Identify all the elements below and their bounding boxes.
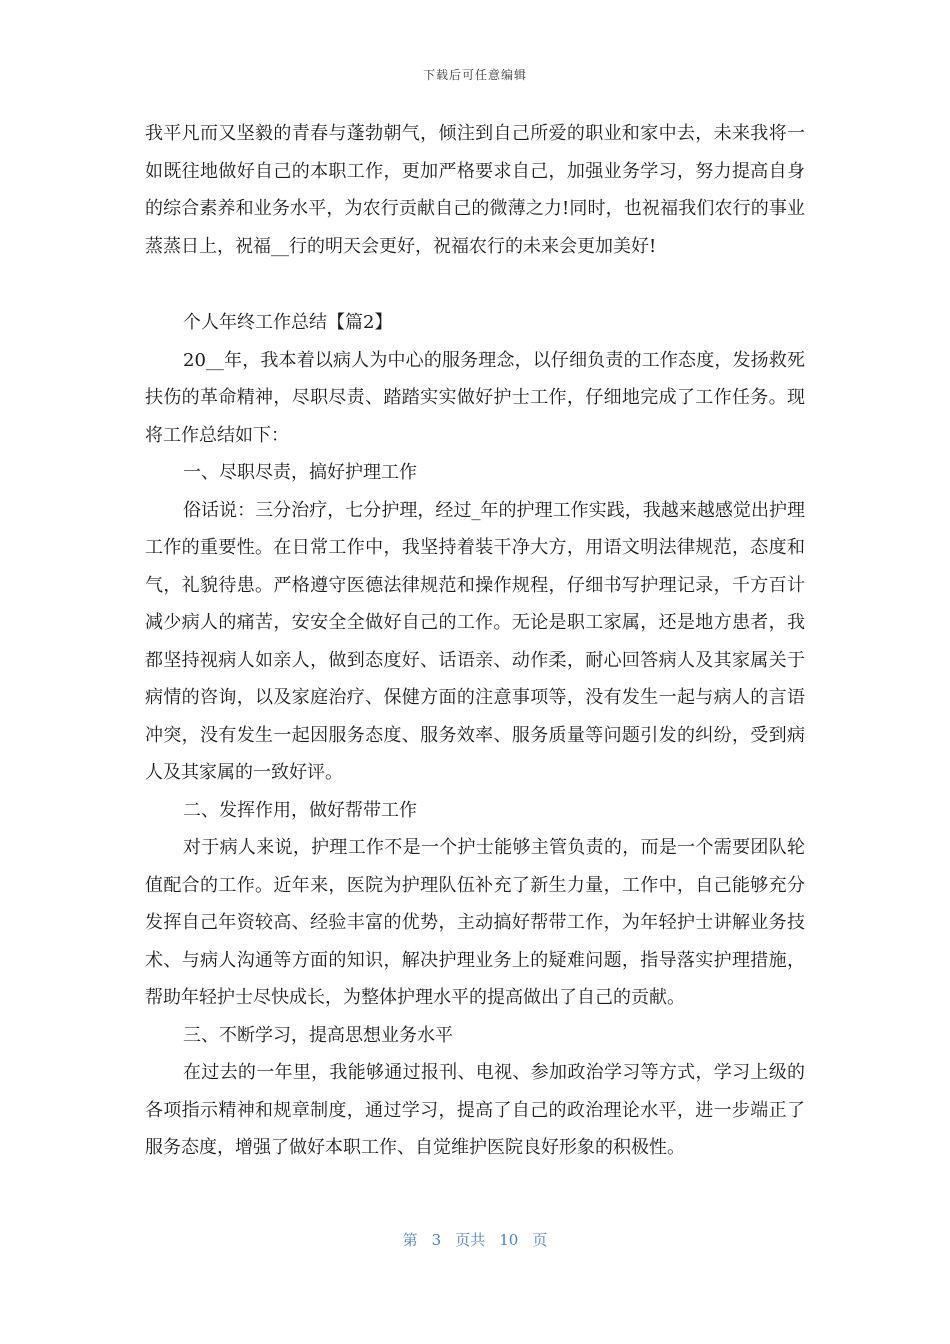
current-page-number: 3 [431, 1231, 442, 1249]
document-body [145, 115, 805, 1167]
heading-three: 三、不断学习，提高思想业务水平 [183, 1024, 453, 1046]
paragraph-nursing: 俗话说：三分治疗，七分护理，经过_年的护理工作实践，我越来越感觉出护理工作的重要性。在日常工作中，我坚持着装干净大方，用语文明法律规范，态度和气，礼貌待患。严格遵守医德法律规范和操作规程，仔细书写护理记录，千方百计减少病人的痛苦，安安全全做好自己的工作。无论是职工家属，还是地方患者，我都坚持视病人如亲人，做到态度好、话语亲、动作柔，耐心回答病人及其家属关于病情的咨询，以及家庭治疗、保健方面的注意事项等，没有发生一起与病人的言语冲突，没有发生一起因服务态度、服务效率、服务质量等问题引发的纠纷，受到病人及其家属的一致好评。 [145, 499, 805, 783]
paragraph-closing: 我平凡而又坚毅的青春与蓬勃朝气，倾注到自己所爱的职业和家中去，未来我将一如既往地做好自己的本职工作，更加严格要求自己，加强业务学习，努力提高自身的综合素养和业务水平，为农行贡献自己的微薄之力!同时，也祝福我们农行的事业蒸蒸日上，祝福__行的明天会更好，祝福农行的未来会更加美好! [145, 123, 805, 257]
heading-two: 二、发挥作用，做好帮带工作 [183, 799, 417, 821]
page-header-note: 下载后可任意编辑 [422, 68, 527, 82]
paragraph-learning: 在过去的一年里，我能够通过报刊、电视、参加政治学习等方式，学习上级的各项指示精神和规章制度，通过学习，提高了自己的政治理论水平，进一步端正了服务态度，增强了做好本职工作、自觉维护医院良好形象的积极性。 [145, 1062, 805, 1158]
page-middle: 页共 [455, 1231, 486, 1249]
page-number-footer [0, 1229, 950, 1250]
paragraph-mentoring: 对于病人来说，护理工作不是一个护士能够主管负责的，而是一个需要团队轮值配合的工作。近年来，医院为护理队伍补充了新生力量，工作中，自己能够充分发挥自己年资较高、经验丰富的优势，主动搞好帮带工作，为年轻护士讲解业务技术、与病人沟通等方面的知识，解决护理业务上的疑难问题，指导落实护理措施，帮助年轻护士尽快成长，为整体护理水平的提高做出了自己的贡献。 [145, 837, 805, 1008]
total-page-number: 10 [499, 1231, 519, 1249]
heading-one: 一、尽职尽责，搞好护理工作 [183, 462, 417, 483]
page-prefix: 第 [402, 1231, 418, 1249]
section-title: 个人年终工作总结【篇2】 [183, 312, 393, 333]
page-suffix: 页 [532, 1231, 548, 1249]
paragraph-intro: 20__年，我本着以病人为中心的服务理念，以仔细负责的工作态度，发扬救死扶伤的革命精神，尽职尽责、踏踏实实做好护士工作，仔细地完成了工作任务。现将工作总结如下： [145, 349, 805, 446]
